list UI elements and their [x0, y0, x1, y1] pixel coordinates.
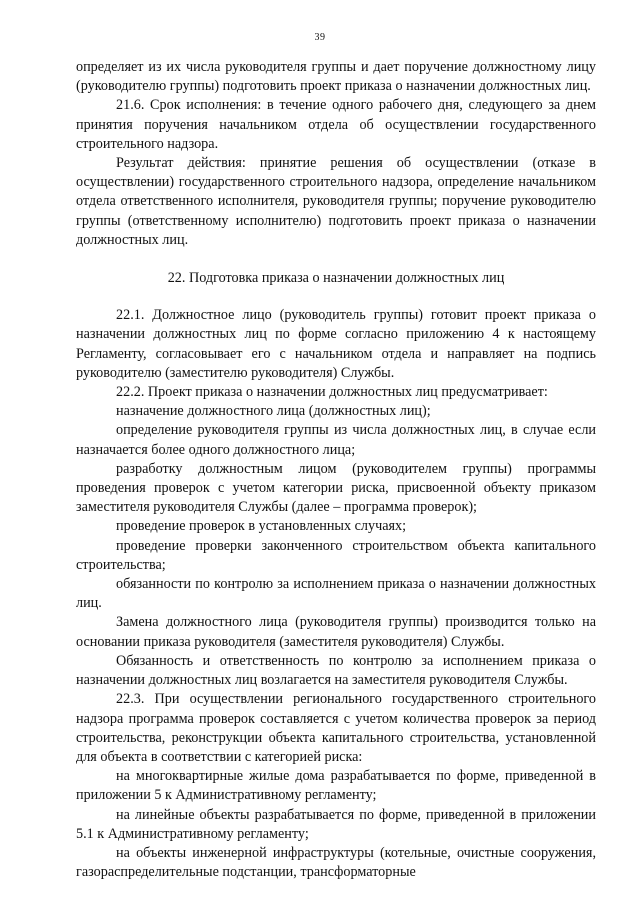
list-item: на линейные объекты разрабатывается по форме, приведенной в приложении 5.1 к Административному регламенту;	[76, 806, 596, 842]
page-number: 39	[314, 32, 326, 43]
paragraph: 22.3. При осуществлении регионального государственного строительного надзора программа проверок составляется с учетом количества проверок за период строительства, реконструкции объекта капитального строительства, установленной для объекта в соответствии с категорией риска:	[76, 691, 596, 765]
paragraph: Результат действия: принятие решения об осуществлении (отказе в осуществлении) государственного строительного надзора, определение начальником отдела ответственного исполнителя, руководителя группы; поручение руководителю группы (ответственному исполнителю) подготовить проект приказа о назначении должностных лиц.	[76, 155, 596, 248]
list-item: назначение должностного лица (должностных лиц);	[116, 403, 431, 420]
paragraph: 21.6. Срок исполнения: в течение одного рабочего дня, следующего за днем принятия поручения начальником отдела об осуществлении государственного строительного надзора.	[76, 97, 596, 152]
list-item: разработку должностным лицом (руководителем группы) программы проведения проверок с учетом категории риска, присвоенной объекту приказом заместителя руководителя Службы (далее – программа проверок);	[76, 460, 596, 516]
paragraph: определяет из их числа руководителя группы и дает поручение должностному лицу (руководителю группы) подготовить проект приказа о назначении должностных лиц.	[76, 59, 596, 95]
paragraph: Замена должностного лица (руководителя группы) производится только на основании приказа руководителя (заместителя руководителя) Службы.	[76, 614, 596, 650]
list-item: на многоквартирные жилые дома разрабатывается по форме, приведенной в приложении 5 к Административному регламенту;	[76, 768, 596, 804]
paragraph: 22.2. Проект приказа о назначении должностных лиц предусматривает:	[116, 384, 548, 401]
section-heading: 22. Подготовка приказа о назначении должностных лиц	[167, 270, 505, 287]
list-item: определение руководителя группы из числа должностных лиц, в случае если назначается более одного должностного лица;	[76, 422, 596, 458]
paragraph: Обязанность и ответственность по контролю за исполнением приказа о назначении должностных лиц возлагается на заместителя руководителя Службы.	[76, 652, 596, 689]
document-body	[76, 58, 596, 882]
list-item: проведение проверок в установленных случаях;	[116, 518, 407, 535]
paragraph: 22.1. Должностное лицо (руководитель группы) готовит проект приказа о назначении должностных лиц по форме согласно приложению 4 к настоящему Регламенту, согласовывает его с начальником отдела и направляет на подпись руководителю (заместителю руководителя) Службы.	[76, 307, 596, 381]
list-item: проведение проверки законченного строительством объекта капитального строительства;	[76, 537, 596, 573]
list-item: обязанности по контролю за исполнением приказа о назначении должностных лиц.	[76, 576, 596, 612]
list-item: на объекты инженерной инфраструктуры (котельные, очистные сооружения, газораспределительные подстанции, трансформаторные	[76, 844, 596, 881]
